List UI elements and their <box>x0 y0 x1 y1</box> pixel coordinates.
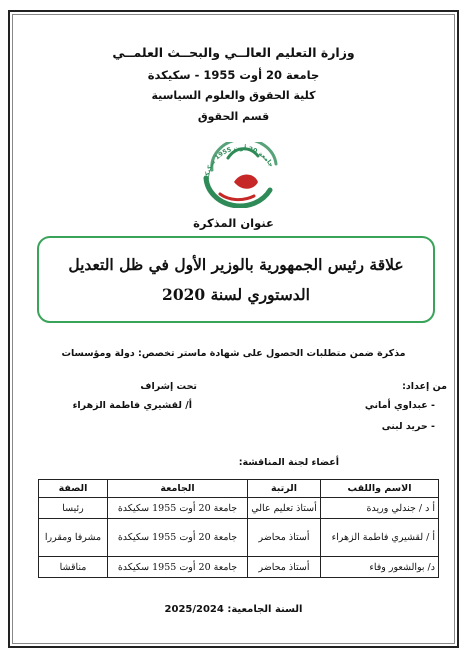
table-header-row <box>39 480 439 498</box>
member-name: أ د / جندلي وريدة <box>321 498 439 519</box>
member-rank: أستاذ محاضر <box>248 519 321 557</box>
department-line: قسم الحقوق <box>197 110 270 123</box>
faculty-line: كلية الحقوق والعلوم السياسية <box>151 89 316 102</box>
memo-heading: عنوان المذكرة <box>193 216 274 230</box>
member-name: د/ بوالشعور وفاء <box>321 557 439 578</box>
memo-title-line-2: الدستوري لسنة 2020 <box>162 284 310 304</box>
university-logo-icon <box>198 142 284 208</box>
committee-heading: أعضاء لجنة المناقشة: <box>238 457 339 468</box>
column-header: الجامعة <box>108 480 248 498</box>
member-university: جامعة 20 أوت 1955 سكيكدة <box>108 557 248 578</box>
committee-table <box>38 479 439 578</box>
member-university: جامعة 20 أوت 1955 سكيكدة <box>108 498 248 519</box>
column-header: الاسم واللقب <box>321 480 439 498</box>
university-line: جامعة 20 أوت 1955 - سكيكدة <box>147 68 320 82</box>
member-university: جامعة 20 أوت 1955 سكيكدة <box>108 519 248 557</box>
document-page <box>8 10 459 648</box>
table-row <box>39 519 439 557</box>
member-role: رئيسا <box>39 498 108 519</box>
prepared-by-label: من إعداد: <box>402 381 447 392</box>
memo-title-line-1: علاقة رئيس الجمهورية بالوزير الأول في ظل التعديل <box>68 254 404 274</box>
table-row <box>39 498 439 519</box>
svg-text:جامعة 20 أوت 1955 سكيكدة <box>204 144 275 183</box>
table-row <box>39 557 439 578</box>
column-header: الرتبة <box>248 480 321 498</box>
member-name: أ / لقشيري فاطمة الزهراء <box>321 519 439 557</box>
member-role: مشرفا ومقررا <box>39 519 108 557</box>
supervisor-name: أ/ لقشيري فاطمة الزهراء <box>72 400 192 411</box>
university-logo <box>198 142 284 208</box>
student-name: - حريد لبنى <box>381 421 435 432</box>
member-rank: أستاذ تعليم عالي <box>248 498 321 519</box>
academic-year: السنة الجامعية: 2025/2024 <box>164 604 303 615</box>
logo-text: جامعة 20 أوت 1955 سكيكدة <box>203 144 275 184</box>
memo-title-box <box>37 236 435 323</box>
supervision-label: تحت إشراف <box>140 381 197 392</box>
member-rank: أستاذ محاضر <box>248 557 321 578</box>
student-name: - عبداوي أماني <box>364 400 435 411</box>
ministry-line: وزارة التعليم العالــي والبحــث العلمــي <box>112 45 355 60</box>
memo-purpose: مذكرة ضمن متطلبات الحصول على شهادة ماستر تخصص: دولة ومؤسسات <box>61 348 406 359</box>
member-role: مناقشا <box>39 557 108 578</box>
column-header: الصفة <box>39 480 108 498</box>
